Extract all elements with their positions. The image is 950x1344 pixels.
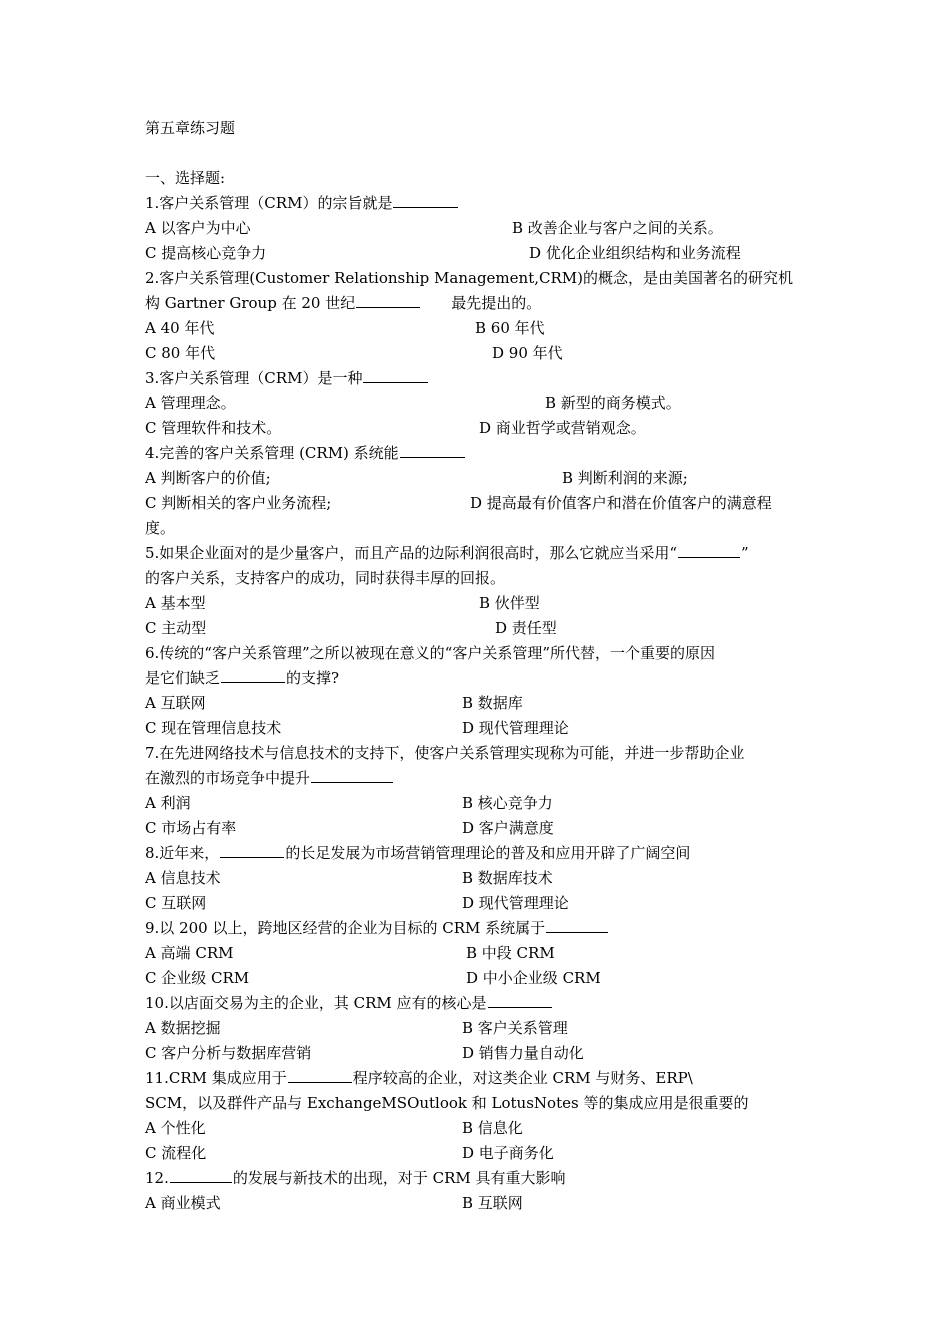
option-a[interactable]: A 高端 CRM: [145, 944, 234, 962]
option-c[interactable]: C 市场占有率: [145, 819, 237, 837]
question-6-stem-line-1: 6.传统的“客户关系管理”之所以被现在意义的“客户关系管理”所代替，一个重要的原因: [145, 644, 715, 662]
question-1-options-row-2: [145, 241, 825, 266]
question-3-stem: 3.客户关系管理（CRM）是一种: [145, 366, 429, 391]
option-a[interactable]: A 利润: [145, 794, 191, 812]
option-c[interactable]: C 判断相关的客户业务流程;: [145, 494, 332, 512]
option-b[interactable]: B 改善企业与客户之间的关系。: [512, 219, 723, 237]
option-a[interactable]: A 40 年代: [145, 319, 215, 337]
option-d[interactable]: D 现代管理理论: [462, 894, 569, 912]
answer-blank[interactable]: [488, 993, 552, 1008]
answer-blank[interactable]: [356, 293, 420, 308]
option-b[interactable]: B 数据库技术: [462, 869, 553, 887]
question-3-options-row-2: [145, 416, 825, 441]
answer-blank[interactable]: [546, 918, 608, 933]
question-12-stem: 12. 的发展与新技术的出现，对于 CRM 具有重大影响: [145, 1169, 566, 1187]
question-10-stem: 10.以店面交易为主的企业，其 CRM 应有的核心是: [145, 991, 553, 1016]
option-d[interactable]: D 电子商务化: [462, 1144, 554, 1162]
question-4-options-row-2: [145, 491, 825, 516]
question-3-options-row-1: [145, 391, 825, 416]
option-c[interactable]: C 企业级 CRM: [145, 969, 250, 987]
option-a[interactable]: A 管理理念。: [145, 394, 236, 412]
option-d[interactable]: D 提高最有价值客户和潜在价值客户的满意程: [470, 494, 772, 512]
option-a[interactable]: A 商业模式: [145, 1194, 221, 1212]
question-10-options-row-2: [145, 1041, 825, 1066]
question-4-options-row-1: [145, 466, 825, 491]
option-d[interactable]: D 商业哲学或营销观念。: [479, 419, 646, 437]
question-6-options-row-1: [145, 691, 825, 716]
answer-blank[interactable]: [311, 768, 393, 783]
question-11-options-row-1: [145, 1116, 825, 1141]
question-7-stem-line-2: 在激烈的市场竞争中提升: [145, 766, 394, 791]
option-d[interactable]: D 客户满意度: [462, 819, 554, 837]
question-11-options-row-2: [145, 1141, 825, 1166]
question-1-stem: 1.客户关系管理（CRM）的宗旨就是: [145, 191, 459, 216]
question-5-options-row-1: [145, 591, 825, 616]
question-2-options-row-1: [145, 316, 825, 341]
option-c[interactable]: C 现在管理信息技术: [145, 719, 282, 737]
answer-blank[interactable]: [221, 668, 285, 683]
answer-blank[interactable]: [678, 543, 740, 558]
option-c[interactable]: C 互联网: [145, 894, 207, 912]
option-b[interactable]: B 客户关系管理: [462, 1019, 568, 1037]
option-b[interactable]: B 中段 CRM: [466, 944, 555, 962]
option-c[interactable]: C 80 年代: [145, 344, 216, 362]
option-c[interactable]: C 主动型: [145, 619, 207, 637]
option-b[interactable]: B 信息化: [462, 1119, 523, 1137]
question-2-options-row-2: [145, 341, 825, 366]
option-d[interactable]: D 中小企业级 CRM: [466, 969, 601, 987]
option-c[interactable]: C 提高核心竞争力: [145, 244, 267, 262]
option-b[interactable]: B 数据库: [462, 694, 523, 712]
question-10-options-row-1: [145, 1016, 825, 1041]
answer-blank[interactable]: [393, 193, 458, 208]
question-8-stem: 8.近年来， 的长足发展为市场营销管理理论的普及和应用开辟了广阔空间: [145, 844, 691, 862]
question-9-stem: 9.以 200 以上，跨地区经营的企业为目标的 CRM 系统属于: [145, 916, 609, 941]
question-5-stem-line-2: 的客户关系，支持客户的成功，同时获得丰厚的回报。: [145, 569, 506, 587]
option-b[interactable]: B 核心竞争力: [462, 794, 553, 812]
option-b[interactable]: B 判断利润的来源;: [562, 469, 688, 487]
option-a[interactable]: A 信息技术: [145, 869, 221, 887]
question-4-option-d-continued: 度。: [145, 519, 176, 537]
answer-blank[interactable]: [363, 368, 428, 383]
question-2-stem-line-2: 构 Gartner Group 在 20 世纪 最先提出的。: [145, 294, 542, 312]
question-4-stem: 4.完善的客户关系管理 (CRM) 系统能: [145, 441, 466, 466]
option-d[interactable]: D 现代管理理论: [462, 719, 569, 737]
question-8-options-row-1: [145, 866, 825, 891]
answer-blank[interactable]: [220, 843, 284, 858]
option-d[interactable]: D 90 年代: [492, 344, 563, 362]
answer-blank[interactable]: [400, 443, 465, 458]
option-c[interactable]: C 流程化: [145, 1144, 207, 1162]
question-8-options-row-2: [145, 891, 825, 916]
question-5-stem-line-1: 5.如果企业面对的是少量客户，而且产品的边际利润很高时，那么它就应当采用“ ”: [145, 544, 749, 562]
question-7-options-row-2: [145, 816, 825, 841]
question-6-options-row-2: [145, 716, 825, 741]
option-c[interactable]: C 客户分析与数据库营销: [145, 1044, 312, 1062]
option-a[interactable]: A 基本型: [145, 594, 206, 612]
question-9-options-row-1: [145, 941, 825, 966]
option-a[interactable]: A 个性化: [145, 1119, 206, 1137]
section-heading: 一、选择题:: [145, 169, 226, 187]
option-a[interactable]: A 判断客户的价值;: [145, 469, 271, 487]
question-11-stem-line-1: 11.CRM 集成应用于 程序较高的企业，对这类企业 CRM 与财务、ERP\: [145, 1069, 693, 1087]
page-title: 第五章练习题: [145, 119, 236, 137]
option-b[interactable]: B 新型的商务模式。: [545, 394, 681, 412]
answer-blank[interactable]: [288, 1068, 352, 1083]
option-b[interactable]: B 互联网: [462, 1194, 523, 1212]
question-7-stem-line-1: 7.在先进网络技术与信息技术的支持下，使客户关系管理实现称为可能，并进一步帮助企业: [145, 744, 745, 762]
question-7-options-row-1: [145, 791, 825, 816]
question-6-stem-line-2: 是它们缺乏 的支撑?: [145, 669, 340, 687]
option-b[interactable]: B 60 年代: [475, 319, 545, 337]
option-d[interactable]: D 责任型: [495, 619, 557, 637]
option-d[interactable]: D 销售力量自动化: [462, 1044, 584, 1062]
option-a[interactable]: A 以客户为中心: [145, 219, 251, 237]
option-b[interactable]: B 伙伴型: [479, 594, 540, 612]
option-d[interactable]: D 优化企业组织结构和业务流程: [529, 244, 741, 262]
question-1-options-row-1: [145, 216, 825, 241]
question-11-stem-line-2: SCM，以及群件产品与 ExchangeMSOutlook 和 LotusNotes 等的集成应用是很重要的: [145, 1094, 749, 1112]
question-5-options-row-2: [145, 616, 825, 641]
answer-blank[interactable]: [170, 1168, 232, 1183]
option-c[interactable]: C 管理软件和技术。: [145, 419, 282, 437]
question-9-options-row-2: [145, 966, 825, 991]
question-2-stem-line-1: 2.客户关系管理(Customer Relationship Management,CRM)的概念，是由美国著名的研究机: [145, 269, 793, 287]
question-12-options-row-1: [145, 1191, 825, 1216]
option-a[interactable]: A 互联网: [145, 694, 206, 712]
option-a[interactable]: A 数据挖掘: [145, 1019, 221, 1037]
